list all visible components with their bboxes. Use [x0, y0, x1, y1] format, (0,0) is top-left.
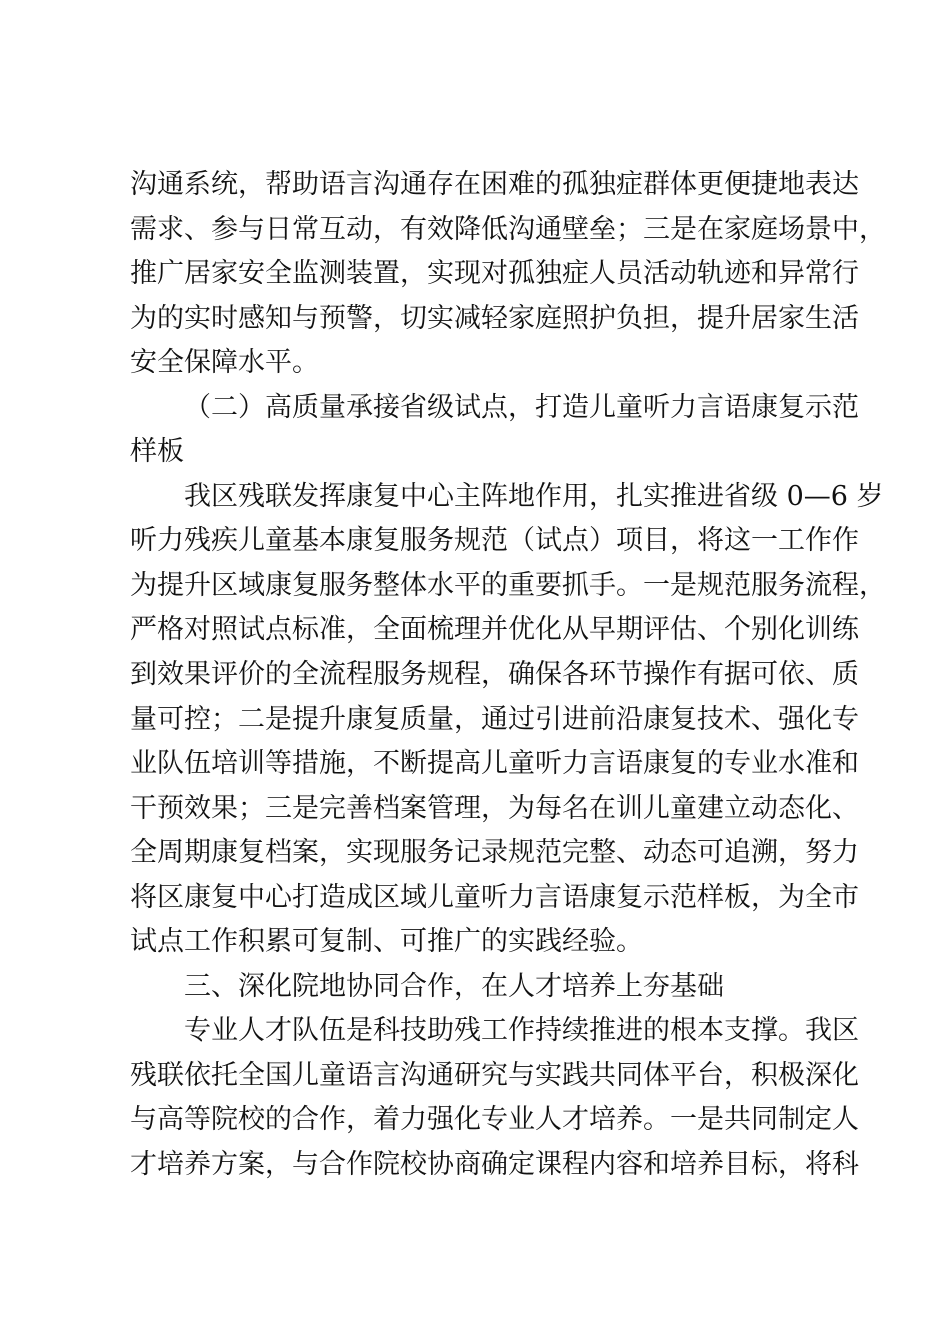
text-line: 为的实时感知与预警，切实减轻家庭照护负担，提升居家生活 [130, 302, 859, 334]
text-line: 安全保障水平。 [130, 347, 319, 379]
text-line: 听力残疾儿童基本康复服务规范（试点）项目，将这一工作作 [130, 525, 859, 557]
text-line: 试点工作积累可复制、可推广的实践经验。 [130, 926, 643, 958]
text-line: 推广居家安全监测装置，实现对孤独症人员活动轨迹和异常行 [130, 258, 859, 290]
paragraph-body [130, 475, 886, 965]
text-line: （二）高质量承接省级试点，打造儿童听力言语康复示范 [184, 391, 859, 423]
text-line: 量可控；二是提升康复质量，通过引进前沿康复技术、强化专 [130, 703, 859, 735]
section-heading [130, 965, 830, 1010]
text-line: 沟通系统，帮助语言沟通存在困难的孤独症群体更便捷地表达 [130, 169, 859, 200]
text-line: 严格对照试点标准，全面梳理并优化从早期评估、个别化训练 [130, 614, 859, 646]
paragraph-body [130, 1009, 859, 1187]
subsection-heading [130, 386, 859, 475]
document-body [130, 163, 886, 1188]
text-line: 专业人才队伍是科技助残工作持续推进的根本支撑。我区 [184, 1015, 859, 1047]
text-line: 干预效果；三是完善档案管理，为每名在训儿童建立动态化、 [130, 792, 859, 824]
text-line: 三、深化院地协同合作，在人才培养上夯基础 [184, 970, 724, 1002]
text-line: 样板 [130, 436, 184, 468]
text-line: 残联依托全国儿童语言沟通研究与实践共同体平台，积极深化 [130, 1059, 859, 1091]
text-line: 需求、参与日常互动，有效降低沟通壁垒；三是在家庭场景中， [130, 213, 886, 245]
text-line: 才培养方案，与合作院校协商确定课程内容和培养目标，将科 [130, 1149, 859, 1181]
text-line: 到效果评价的全流程服务规程，确保各环节操作有据可依、质 [130, 659, 859, 691]
text-line: 与高等院校的合作，着力强化专业人才培养。一是共同制定人 [130, 1104, 859, 1136]
text-line: 为提升区域康复服务整体水平的重要抓手。一是规范服务流程， [130, 569, 886, 601]
text-line: 全周期康复档案，实现服务记录规范完整、动态可追溯，努力 [130, 837, 859, 869]
text-line: 将区康复中心打造成区域儿童听力言语康复示范样板，为全市 [130, 881, 859, 913]
text-line: 我区残联发挥康复中心主阵地作用，扎实推进省级 0—6 岁 [184, 480, 884, 512]
paragraph-continuation [130, 163, 886, 386]
text-line: 业队伍培训等措施，不断提高儿童听力言语康复的专业水准和 [130, 748, 859, 780]
